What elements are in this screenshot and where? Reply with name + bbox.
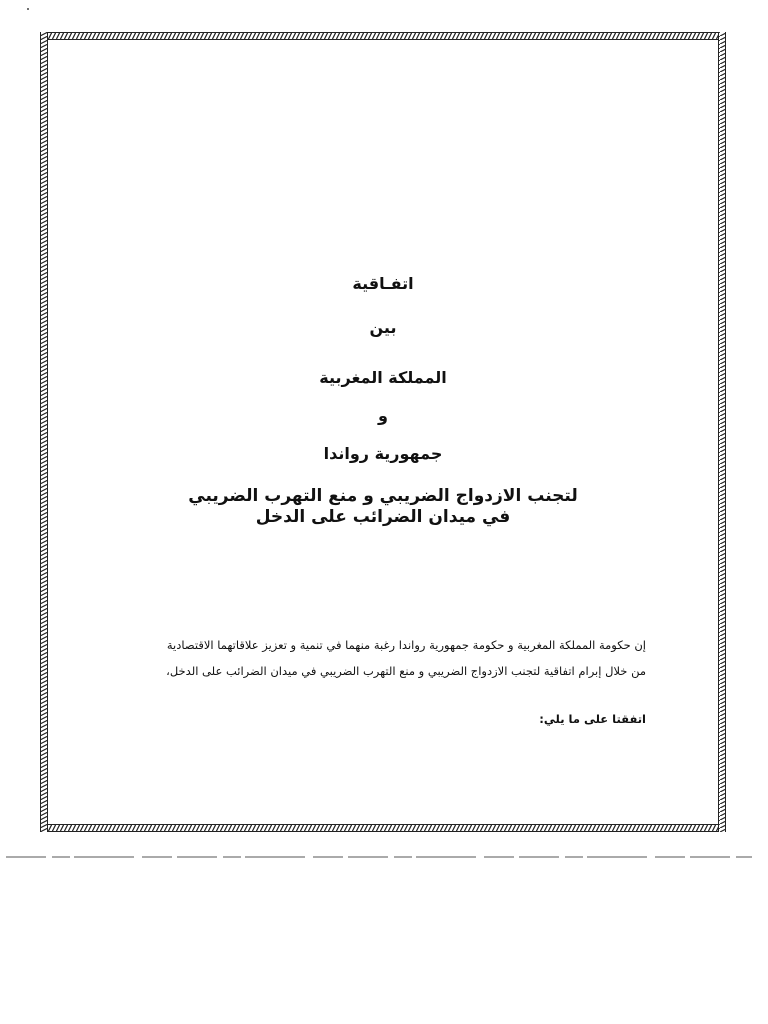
title-party-rwanda: جمهورية رواندا — [323, 444, 443, 463]
title-purpose-line-2: في ميدان الضرائب على الدخل — [255, 507, 511, 527]
title-party-morocco: المملكة المغربية — [319, 368, 447, 387]
preamble-line-2: من خلال إبرام اتفاقية لتجنب الازدواج الضريبي و منع التهرب الضريبي في ميدان الضرائب على الدخل، — [166, 664, 646, 678]
title-agreement: اتفـاقية — [352, 274, 414, 293]
title-purpose-line-1: لتجنب الازدواج الضريبي و منع التهرب الضريبي — [188, 486, 578, 506]
title-between: بين — [369, 318, 397, 337]
preamble-line-1: إن حكومة المملكة المغربية و حكومة جمهورية رواندا رغبة منهما في تنمية و تعزيز علاقاتهما الاقتصادية — [166, 638, 646, 652]
footer-dashed-rule — [0, 856, 768, 858]
title-and: و — [378, 406, 388, 425]
agreement-statement: اتفقتا على ما يلي: — [539, 712, 646, 726]
scan-speck — [27, 8, 29, 10]
